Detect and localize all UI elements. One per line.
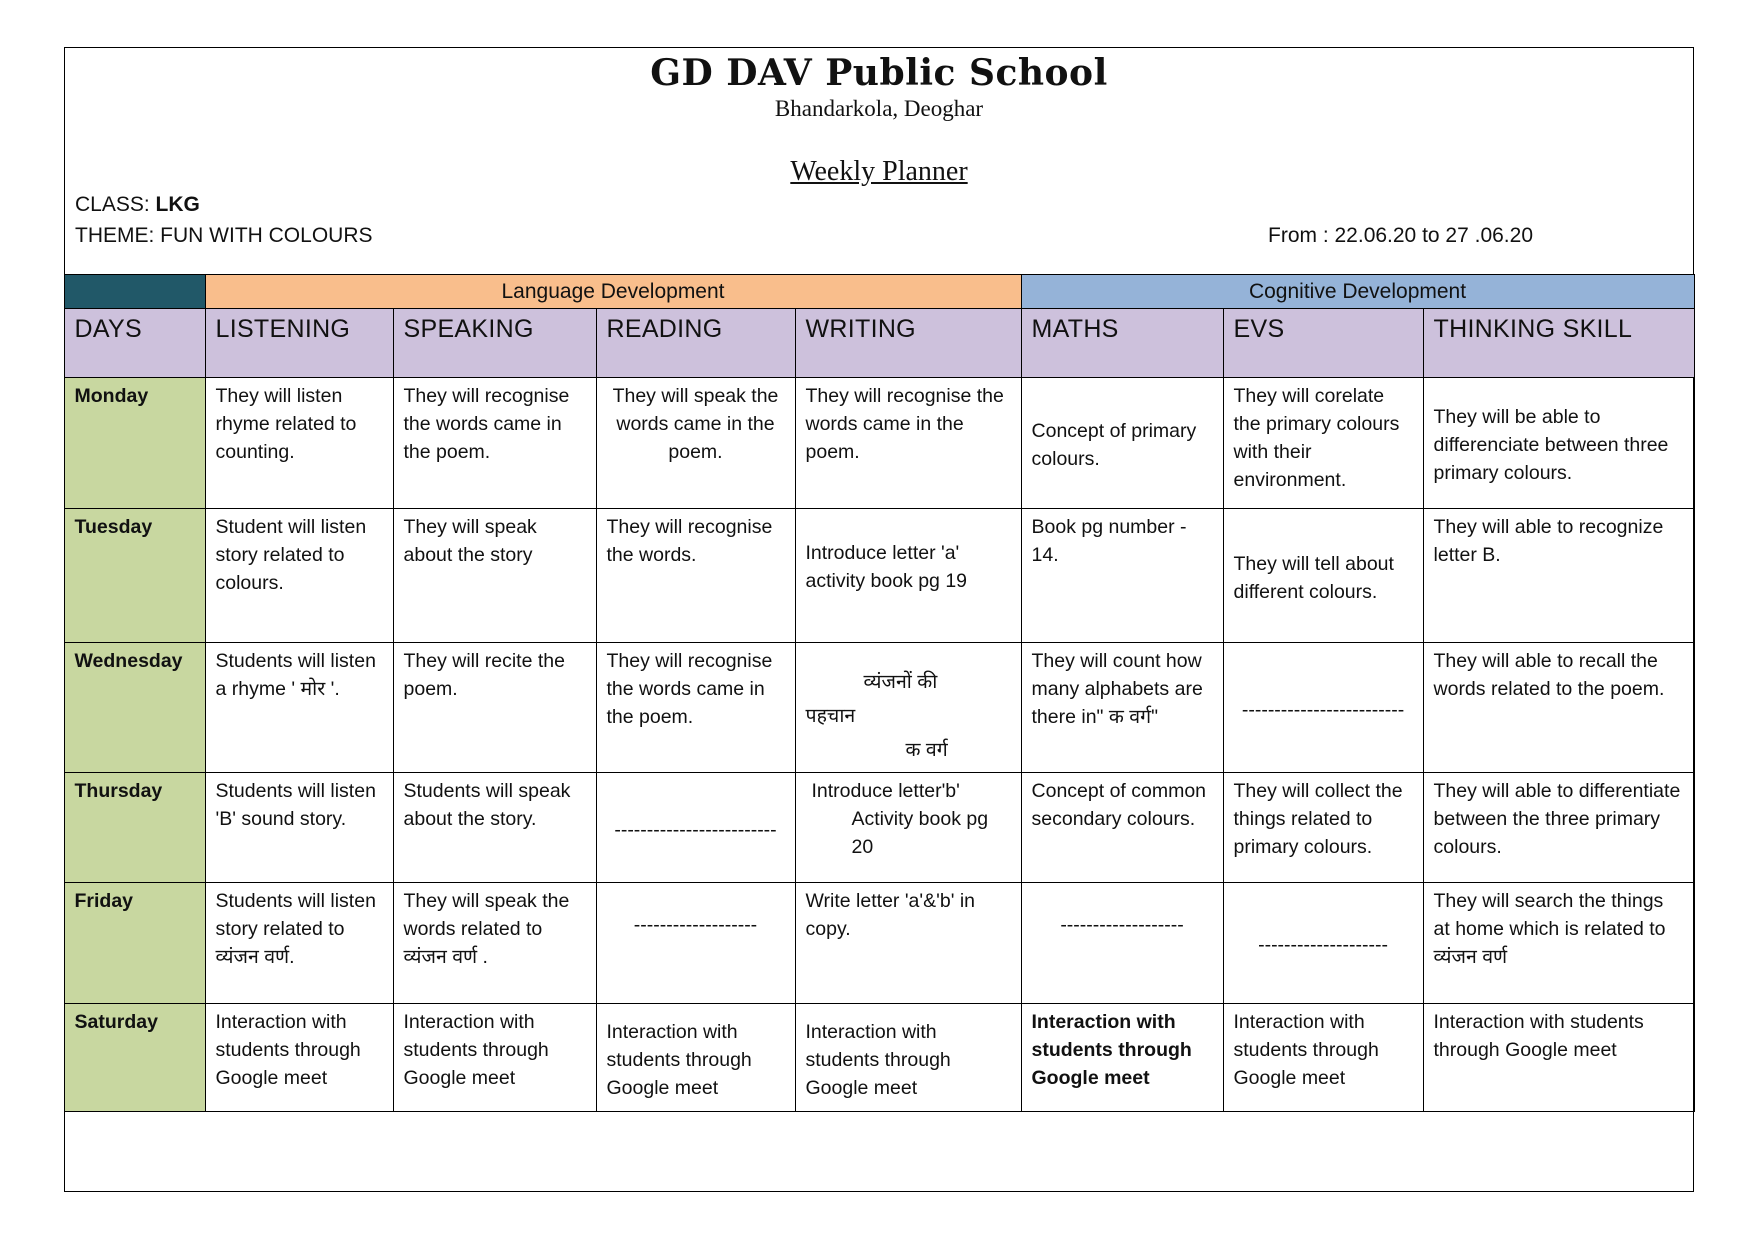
day-cell: Monday [64,378,205,509]
maths-cell: ------------------- [1021,883,1223,1004]
thinking-skill-cell: They will able to recognize letter B. [1423,509,1694,643]
day-cell: Tuesday [64,509,205,643]
page-header [65,48,1693,274]
column-header-writing: WRITING [795,309,1021,378]
speaking-cell: Students will speak about the story. [393,773,596,883]
thinking-skill-cell: Interaction with students through Google meet [1423,1004,1694,1112]
reading-cell: They will speak the words came in the poem. [596,378,795,509]
language-development-header: Language Development [205,275,1021,309]
maths-cell: Book pg number - 14. [1021,509,1223,643]
day-cell: Saturday [64,1004,205,1112]
date-range: From : 22.06.20 to 27 .06.20 [1268,224,1534,247]
class-line [75,193,200,217]
planner-page [64,47,1694,1192]
listening-cell: Students will listen a rhyme ' मोर '. [205,643,393,773]
corner-cell [64,275,205,309]
writing-cell: They will recognise the words came in the poem. [795,378,1021,509]
listening-cell: They will listen rhyme related to counting. [205,378,393,509]
writing-cell [795,643,1021,773]
writing-line: पहचान [805,705,856,727]
column-header-days: DAYS [64,309,205,378]
listening-cell: Students will listen story related to व्यंजन वर्ण. [205,883,393,1004]
table-row [64,643,1694,773]
weekly-planner-table [64,274,1695,1112]
school-address: Bhandarkola, Deoghar [774,96,984,121]
thinking-skill-cell: They will be able to differenciate between three primary colours. [1423,378,1694,509]
table-row [64,773,1694,883]
speaking-cell: Interaction with students through Google meet [393,1004,596,1112]
writing-line: Activity book pg 20 [851,808,989,858]
column-header-speaking: SPEAKING [393,309,596,378]
writing-line: व्यंजनों की [863,671,938,693]
day-cell: Friday [64,883,205,1004]
evs-cell: They will corelate the primary colours with their environment. [1223,378,1423,509]
column-header-reading: READING [596,309,795,378]
writing-cell: Introduce letter 'a' activity book pg 19 [795,509,1021,643]
planner-title: Weekly Planner [790,156,968,187]
evs-cell: They will collect the things related to primary colours. [1223,773,1423,883]
speaking-cell: They will recite the poem. [393,643,596,773]
class-value: LKG [155,193,200,216]
reading-cell: They will recognise the words. [596,509,795,643]
school-name: GD DAV Public School [650,52,1108,94]
maths-cell: Concept of common secondary colours. [1021,773,1223,883]
maths-cell: Concept of primary colours. [1021,378,1223,509]
speaking-cell: They will speak the words related to व्यंजन वर्ण . [393,883,596,1004]
thinking-skill-cell: They will search the things at home which is related to व्यंजन वर्ण [1423,883,1694,1004]
writing-cell [795,773,1021,883]
table-row [64,1004,1694,1112]
column-header-evs: EVS [1223,309,1423,378]
thinking-skill-cell: They will able to recall the words related to the poem. [1423,643,1694,773]
listening-cell: Interaction with students through Google meet [205,1004,393,1112]
reading-cell: They will recognise the words came in the poem. [596,643,795,773]
writing-cell: Write letter 'a'&'b' in copy. [795,883,1021,1004]
column-header-listening: LISTENING [205,309,393,378]
column-header-row [64,309,1694,378]
evs-cell: They will tell about different colours. [1223,509,1423,643]
table-row [64,509,1694,643]
day-cell: Wednesday [64,643,205,773]
speaking-cell: They will speak about the story [393,509,596,643]
writing-cell: Interaction with students through Google meet [795,1004,1021,1112]
group-header-row [64,275,1694,309]
column-header-thinking-skill: THINKING SKILL [1423,309,1694,378]
listening-cell: Student will listen story related to colours. [205,509,393,643]
column-header-maths: MATHS [1021,309,1223,378]
table-row [64,883,1694,1004]
thinking-skill-cell: They will able to differentiate between the three primary colours. [1423,773,1694,883]
writing-line: Introduce letter'b' [811,780,960,802]
maths-cell: They will count how many alphabets are there in" क वर्ग" [1021,643,1223,773]
evs-cell: -------------------- [1223,883,1423,1004]
cognitive-development-header: Cognitive Development [1021,275,1694,309]
listening-cell: Students will listen 'B' sound story. [205,773,393,883]
reading-cell: ------------------- [596,883,795,1004]
class-label: CLASS: [75,193,150,216]
theme-line: THEME: FUN WITH COLOURS [75,224,373,247]
writing-line: क वर्ग [905,739,948,761]
evs-cell: ------------------------- [1223,643,1423,773]
speaking-cell: They will recognise the words came in the poem. [393,378,596,509]
maths-cell: Interaction with students through Google meet [1021,1004,1223,1112]
evs-cell: Interaction with students through Google meet [1223,1004,1423,1112]
reading-cell: Interaction with students through Google meet [596,1004,795,1112]
day-cell: Thursday [64,773,205,883]
table-row [64,378,1694,509]
reading-cell: ------------------------- [596,773,795,883]
